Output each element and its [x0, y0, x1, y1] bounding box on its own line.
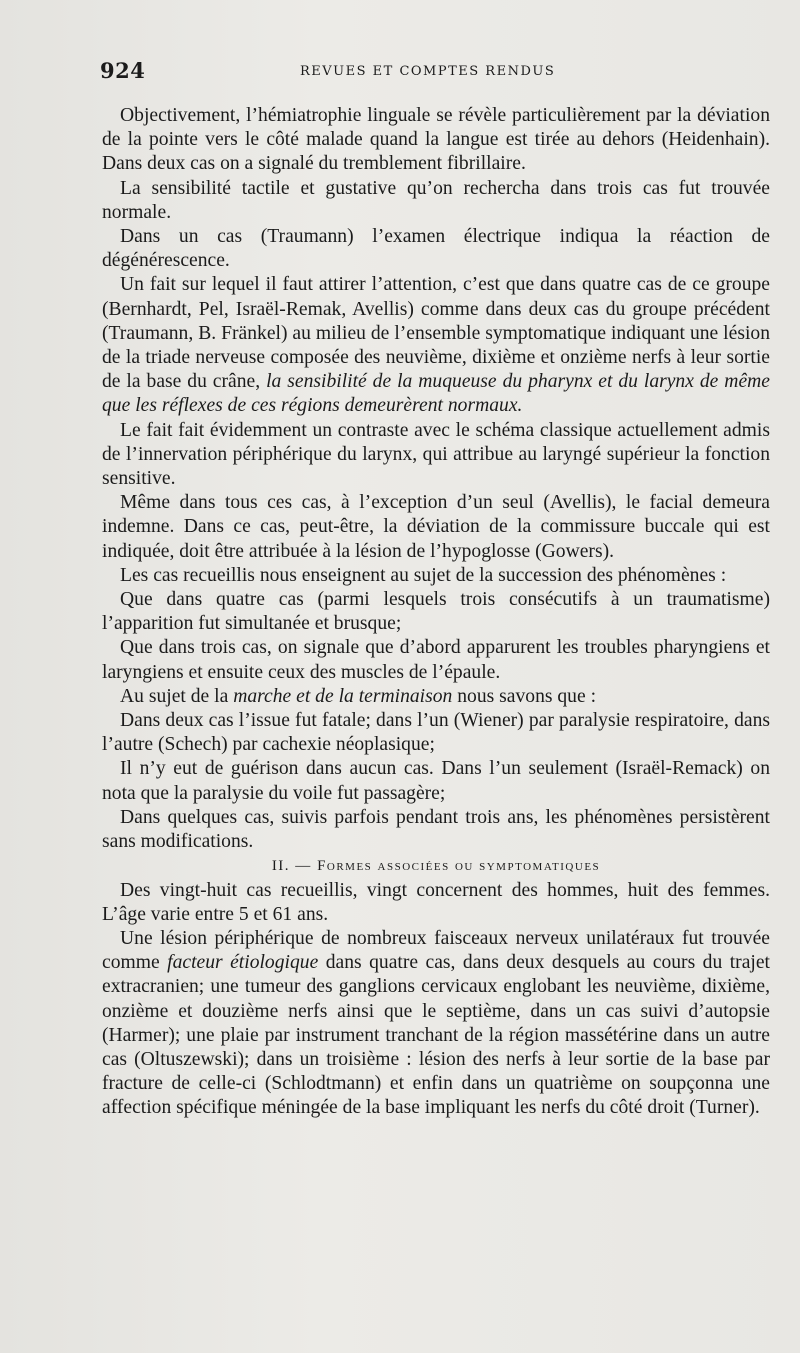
- paragraph: [102, 685, 770, 709]
- paragraph: Que dans quatre cas (parmi lesquels trois consécutifs à un traumatisme) l’apparition fut simultanée et brusque;: [102, 589, 770, 635]
- emphasis-text: la sensibilité de la muqueuse du pharynx et du larynx de même que les réflexes de ces régions demeurèrent normaux.: [102, 371, 770, 417]
- paragraph-text: dans quatre cas, dans deux desquels au cours du trajet extracranien; une tumeur des ganglions cervicaux englobant les neuvième, dixième, onzième et douzième nerfs ainsi que le septième, dans un cas suivi d’autopsie (Harmer); une plaie par instrument tranchant de la région massétérine dans un autre cas (Oltuszewski); dans un troisième : lésion des nerfs à leur sortie de la base par fracture de celle-ci (Schlodtmann) et enfin dans un quatrième on soupçonna une affection spécifique méningée de la base impliquant les nerfs du côté droit (Turner).: [102, 952, 770, 1119]
- section-heading: [102, 854, 770, 878]
- paragraph: La sensibilité tactile et gustative qu’on rechercha dans trois cas fut trouvée normale.: [102, 177, 770, 223]
- paragraph: Le fait fait évidemment un contraste avec le schéma classique actuellement admis de l’innervation périphérique du larynx, qui attribue au laryngé supérieur la fonction sensitive.: [102, 419, 770, 490]
- paragraph: Il n’y eut de guérison dans aucun cas. Dans l’un seulement (Israël-Remack) on nota que la paralysie du voile fut passagère;: [102, 758, 770, 804]
- paragraph: Des vingt-huit cas recueillis, vingt concernent des hommes, huit des femmes. L’âge varie entre 5 et 61 ans.: [102, 879, 770, 925]
- paragraph: Que dans trois cas, on signale que d’abord apparurent les troubles pharyngiens et laryngiens et ensuite ceux des muscles de l’épaule.: [102, 637, 770, 683]
- section-title: Formes associées ou symptomatiques: [317, 858, 601, 875]
- paragraph: Objectivement, l’hémiatrophie linguale se révèle particulièrement par la déviation de la pointe vers le côté malade quand la langue est tirée au dehors (Heidenhain). Dans deux cas on a signalé du tremblement fibrillaire.: [102, 105, 770, 175]
- paragraph-text: Un fait sur lequel il faut attirer l’attention, c’est que dans quatre cas de ce groupe (Bernhardt, Pel, Israël-Remak, Avellis) comme dans deux cas du groupe précédent (Traumann, B. Fränkel) au milieu de l’ensemble symptomatique indiquant une lésion de la triade nerveuse composée des neuvième, dixième et onzième nerfs à leur sortie de la base du crâne,: [102, 274, 770, 393]
- paragraph: Dans deux cas l’issue fut fatale; dans l’un (Wiener) par paralysie respiratoire, dans l’autre (Schech) par cachexie néoplasique;: [102, 710, 770, 756]
- paragraph-text: nous savons que :: [457, 685, 597, 707]
- emphasis-text: marche et de la terminaison: [233, 685, 453, 707]
- paragraph: Même dans tous ces cas, à l’exception d’un seul (Avellis), le facial demeura indemne. Dans ce cas, peut-être, la déviation de la commissure buccale qui est indiquée, doit être attribuée à la lésion de l’hypoglosse (Gowers).: [102, 492, 770, 562]
- paragraph: Dans quelques cas, suivis parfois pendant trois ans, les phénomènes persistèrent sans modifications.: [102, 806, 770, 853]
- section-number: II. —: [271, 858, 312, 875]
- running-head: REVUES ET COMPTES RENDUS: [300, 64, 556, 79]
- paragraph: Les cas recueillis nous enseignent au sujet de la succession des phénomènes :: [120, 564, 727, 586]
- page-header: [100, 58, 760, 88]
- paragraph: [102, 927, 770, 1121]
- emphasis-text: facteur étiologique: [167, 952, 319, 974]
- paragraph-text: Une lésion périphérique de nombreux faisceaux nerveux unilatéraux fut trouvée comme: [102, 927, 770, 974]
- main-text: [102, 104, 770, 1121]
- paragraph: Dans un cas (Traumann) l’examen électrique indiqua la réaction de dégénérescence.: [102, 226, 770, 272]
- paragraph-text: Au sujet de la: [120, 685, 229, 707]
- paragraph: [102, 273, 770, 418]
- page-number: 924: [100, 58, 146, 83]
